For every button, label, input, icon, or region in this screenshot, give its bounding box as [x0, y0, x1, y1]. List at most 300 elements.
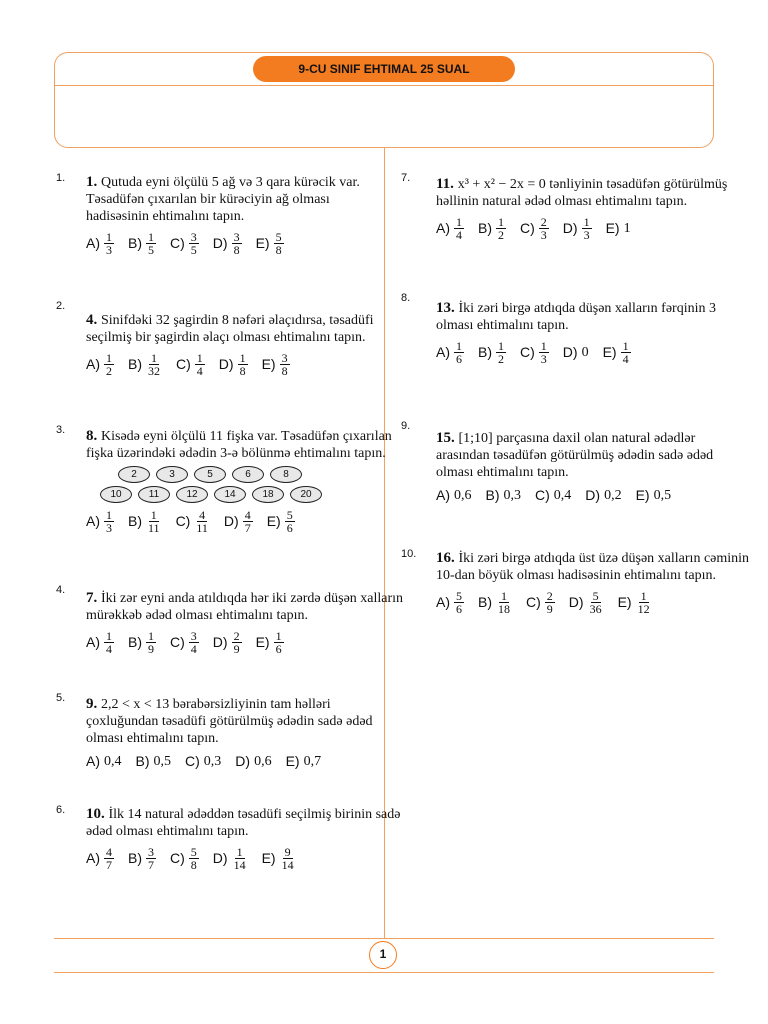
footer-line-bottom [54, 972, 714, 973]
question-text-line [436, 300, 716, 317]
fraction-numerator: 3 [190, 230, 197, 244]
question-text: İki zəri birgə atdıqda üst üzə düşən xalların cəminin [458, 551, 750, 566]
question-text: [1;10] parçasına daxil olan natural ədədlər [458, 431, 696, 446]
answer-option[interactable] [262, 352, 290, 377]
option-label: D) [212, 850, 228, 866]
question-text: mürəkkəb ədəd olması ehtimalını tapın. [86, 608, 308, 623]
option-label: E) [602, 344, 617, 360]
question-text-line [86, 730, 373, 747]
answer-option[interactable] [267, 509, 295, 534]
fraction-denominator: 14 [233, 858, 246, 872]
option-fraction [539, 340, 549, 365]
question [86, 312, 374, 377]
question-text: Qutuda eyni ölçülü 5 ağ və 3 qara kürəcik var. [101, 175, 360, 190]
fraction-numerator: 1 [106, 351, 112, 365]
fraction-numerator: 1 [275, 629, 282, 643]
option-label: E) [617, 594, 632, 610]
question-index: 5. [56, 692, 66, 704]
question-number: 9. [86, 696, 101, 712]
option-label: A) [436, 487, 450, 503]
token-chip: 8 [270, 466, 302, 483]
answer-option[interactable] [136, 753, 172, 770]
answer-option[interactable] [256, 231, 284, 256]
option-fraction [243, 509, 253, 534]
option-fraction [146, 231, 156, 256]
question-text-line [436, 550, 749, 567]
option-fraction [274, 231, 284, 256]
option-fraction [238, 352, 248, 377]
option-value: 0,6 [254, 754, 272, 769]
option-fraction [189, 846, 199, 871]
fraction-numerator: 1 [236, 845, 243, 859]
option-value: 0,7 [303, 754, 322, 769]
fraction-denominator: 36 [589, 602, 602, 616]
fraction-denominator: 8 [275, 243, 282, 257]
option-label: E) [285, 753, 300, 769]
fraction-numerator: 1 [583, 215, 590, 229]
fraction-numerator: 4 [106, 845, 112, 859]
fraction-denominator: 3 [583, 228, 590, 242]
question-text: İlk 14 natural ədəddən təsadüfi seçilmiş birinin sadə [108, 807, 401, 822]
question-text-line [86, 208, 360, 225]
answer-option[interactable] [213, 630, 242, 655]
answer-option[interactable] [286, 753, 322, 770]
option-label: C) [176, 356, 191, 372]
fraction-numerator: 1 [456, 215, 462, 229]
option-fraction [194, 509, 210, 534]
option-label: E) [266, 513, 281, 529]
option-label: C) [535, 487, 550, 503]
question-text-line [436, 193, 727, 210]
question-text: 10-dan böyük olması hadisəsinin ehtimalını tapın. [436, 568, 716, 583]
token-chip: 2 [118, 466, 150, 483]
answer-option[interactable] [436, 487, 472, 504]
question-text: İki zəri birgə atdıqda düşən xalların fərqinin 3 [458, 301, 716, 316]
question-text-line [86, 590, 403, 607]
fraction-numerator: 5 [190, 845, 197, 859]
token-chip: 14 [214, 486, 246, 503]
fraction-numerator: 5 [275, 230, 282, 244]
fraction-numerator: 1 [622, 339, 629, 353]
question-text-line [86, 713, 373, 730]
option-fraction [104, 352, 114, 377]
answer-option[interactable] [585, 487, 621, 504]
fraction-denominator: 12 [637, 602, 650, 616]
question [86, 806, 400, 871]
answer-option[interactable] [86, 231, 114, 256]
fraction-numerator: 1 [540, 339, 547, 353]
answer-option[interactable] [636, 487, 672, 504]
fraction-numerator: 3 [233, 230, 240, 244]
token-chip: 11 [138, 486, 170, 503]
question-number: 8. [86, 428, 101, 444]
option-label: D) [235, 753, 251, 769]
fraction-numerator: 2 [546, 589, 553, 603]
question-index: 4. [56, 584, 66, 596]
answer-option[interactable] [436, 590, 464, 615]
option-fraction [232, 630, 242, 655]
option-value: 0 [581, 345, 589, 360]
option-fraction [104, 630, 114, 655]
option-label: C) [526, 594, 541, 610]
option-label: B) [128, 850, 142, 866]
question-text: Sinifdəki 32 şagirdin 8 nəfəri əlaçıdırsa, təsadüfi [101, 313, 374, 328]
option-label: B) [478, 344, 492, 360]
fraction-denominator: 5 [190, 243, 197, 257]
question-number: 10. [86, 806, 109, 822]
option-fraction [454, 590, 464, 615]
option-label: E) [635, 487, 650, 503]
answer-options [86, 352, 374, 377]
fraction-denominator: 11 [196, 521, 208, 535]
option-label: A) [86, 634, 100, 650]
fraction-numerator: 2 [233, 629, 240, 643]
option-label: B) [128, 513, 142, 529]
fraction-numerator: 1 [106, 629, 112, 643]
option-value: 0,5 [153, 754, 171, 769]
question-text-line [86, 823, 400, 840]
question-text: arasından təsadüfən götürülmüş ədədin sadə ədəd [436, 448, 714, 463]
token-chip: 10 [100, 486, 132, 503]
option-fraction [588, 590, 604, 615]
question-text-line [436, 447, 713, 464]
fraction-numerator: 5 [592, 589, 599, 603]
option-fraction [539, 216, 549, 241]
answer-option[interactable] [86, 753, 122, 770]
option-fraction [454, 216, 464, 241]
option-label: C) [185, 753, 200, 769]
question-index: 6. [56, 804, 66, 816]
question [86, 428, 392, 534]
option-value: 0,4 [104, 754, 122, 769]
question-number: 4. [86, 312, 101, 328]
option-label: D) [562, 344, 578, 360]
answer-option[interactable] [128, 630, 156, 655]
option-label: A) [86, 850, 100, 866]
token-chip: 5 [194, 466, 226, 483]
answer-option[interactable] [86, 846, 114, 871]
question [436, 550, 749, 615]
fraction-numerator: 1 [148, 230, 154, 244]
answer-option[interactable] [520, 216, 549, 241]
token-chip: 6 [232, 466, 264, 483]
question [86, 590, 403, 655]
option-label: E) [605, 220, 620, 236]
fraction-numerator: 1 [106, 508, 112, 522]
answer-option[interactable] [618, 590, 652, 615]
fraction-numerator: 1 [239, 351, 246, 365]
answer-option[interactable] [436, 216, 464, 241]
question-text: Təsadüfən çıxarılan bir kürəciyin ağ olması [86, 192, 330, 207]
option-fraction [454, 340, 464, 365]
fraction-numerator: 9 [284, 845, 291, 859]
option-label: A) [436, 594, 450, 610]
answer-option[interactable] [213, 846, 248, 871]
fraction-numerator: 5 [286, 508, 293, 522]
answer-option[interactable] [86, 509, 114, 534]
question-number: 15. [436, 430, 459, 446]
fraction-denominator: 14 [281, 858, 294, 872]
answer-options [86, 509, 392, 534]
question-text: olması ehtimalını tapın. [436, 318, 569, 333]
fraction-denominator: 2 [498, 352, 504, 366]
answer-option[interactable] [128, 352, 162, 377]
answer-option[interactable] [526, 590, 555, 615]
question-index: 1. [56, 172, 66, 184]
option-label: A) [86, 356, 100, 372]
answer-option[interactable] [563, 216, 592, 241]
option-label: D) [212, 235, 228, 251]
fraction-denominator: 8 [281, 364, 288, 378]
option-label: B) [478, 594, 492, 610]
fraction-denominator: 8 [190, 858, 197, 872]
answer-option[interactable] [170, 846, 199, 871]
question-text: olması ehtimalını tapın. [436, 465, 569, 480]
question-number: 16. [436, 550, 459, 566]
option-fraction [621, 340, 631, 365]
question-text: x³ + x² − 2x = 0 tənliyinin təsadüfən götürülmüş [457, 177, 728, 192]
option-label: D) [562, 220, 578, 236]
option-fraction [189, 231, 199, 256]
answer-option[interactable] [606, 220, 631, 237]
option-label: D) [212, 634, 228, 650]
fraction-numerator: 5 [456, 589, 462, 603]
answer-option[interactable] [478, 216, 506, 241]
question-text: İki zər eyni anda atıldıqda hər iki zərdə düşən xalların [101, 591, 404, 606]
fraction-denominator: 3 [106, 243, 112, 257]
page-number: 1 [369, 941, 397, 969]
option-label: D) [568, 594, 584, 610]
answer-option[interactable] [436, 340, 464, 365]
answer-options [436, 487, 713, 504]
fraction-numerator: 1 [151, 351, 157, 365]
fraction-denominator: 3 [106, 521, 112, 535]
option-value: 0,2 [604, 488, 622, 503]
option-label: C) [170, 850, 185, 866]
question [86, 696, 373, 770]
answer-options [436, 590, 749, 615]
fraction-denominator: 9 [546, 602, 553, 616]
question-text-line [86, 696, 373, 713]
answer-options [86, 231, 360, 256]
answer-option[interactable] [486, 487, 522, 504]
question-index: 7. [401, 172, 411, 184]
option-fraction [189, 630, 199, 655]
answer-option[interactable] [224, 509, 253, 534]
header-separator [55, 85, 713, 86]
question-number: 1. [86, 174, 101, 190]
question-text-line [436, 176, 727, 193]
option-value: 0,6 [454, 488, 472, 503]
question-number: 13. [436, 300, 459, 316]
question-index: 10. [401, 548, 417, 560]
option-label: E) [255, 235, 270, 251]
fraction-denominator: 6 [286, 521, 293, 535]
fraction-numerator: 4 [199, 508, 206, 522]
option-value: 0,4 [553, 488, 572, 503]
question-text: Kisədə eyni ölçülü 11 fişka var. Təsadüfən çıxarılan [101, 429, 392, 444]
option-fraction [545, 590, 555, 615]
question-index: 2. [56, 300, 66, 312]
answer-option[interactable] [535, 487, 571, 504]
option-label: B) [135, 753, 150, 769]
answer-option[interactable] [235, 753, 271, 770]
answer-option[interactable] [520, 340, 549, 365]
fraction-numerator: 3 [148, 845, 154, 859]
answer-option[interactable] [262, 846, 296, 871]
fraction-denominator: 4 [190, 642, 197, 656]
option-label: A) [86, 513, 100, 529]
answer-options [86, 846, 400, 871]
option-label: E) [255, 634, 270, 650]
option-fraction [146, 630, 156, 655]
option-fraction [285, 509, 295, 534]
fraction-denominator: 4 [106, 642, 112, 656]
fraction-denominator: 8 [239, 364, 246, 378]
fraction-denominator: 4 [196, 364, 203, 378]
fraction-numerator: 3 [281, 351, 288, 365]
fraction-denominator: 3 [540, 352, 547, 366]
question-index: 8. [401, 292, 411, 304]
option-label: B) [478, 220, 492, 236]
fraction-numerator: 1 [498, 339, 504, 353]
question-text-line [86, 445, 392, 462]
question-text-line [436, 430, 713, 447]
fraction-numerator: 2 [540, 215, 547, 229]
question-index: 3. [56, 424, 66, 436]
answer-option[interactable] [563, 344, 589, 361]
answer-option[interactable] [86, 352, 114, 377]
question-text: olması ehtimalını tapın. [86, 731, 219, 746]
question [436, 176, 727, 241]
option-fraction [195, 352, 205, 377]
answer-option[interactable] [478, 590, 512, 615]
option-fraction [146, 509, 162, 534]
option-label: B) [485, 487, 500, 503]
option-fraction [104, 846, 114, 871]
option-label: A) [436, 220, 450, 236]
token-chip: 3 [156, 466, 188, 483]
fraction-numerator: 4 [244, 508, 251, 522]
answer-option[interactable] [170, 630, 199, 655]
option-fraction [104, 509, 114, 534]
fraction-numerator: 1 [148, 629, 154, 643]
fraction-denominator: 8 [233, 243, 240, 257]
answer-option[interactable] [176, 352, 205, 377]
option-label: C) [520, 220, 535, 236]
answer-options [436, 216, 727, 241]
option-label: E) [261, 356, 276, 372]
answer-option[interactable] [170, 231, 199, 256]
question-text: seçilmiş bir şagirdin əlaçı olması ehtimalını tapın. [86, 330, 366, 345]
answer-option[interactable] [603, 340, 631, 365]
question-text: ədəd olması ehtimalını tapın. [86, 824, 249, 839]
answer-option[interactable] [128, 509, 162, 534]
option-fraction [582, 216, 592, 241]
fraction-denominator: 6 [456, 602, 462, 616]
fraction-denominator: 5 [148, 243, 154, 257]
token-chip: 20 [290, 486, 322, 503]
question-text-line [436, 464, 713, 481]
answer-option[interactable] [176, 509, 210, 534]
question-text-line [86, 191, 360, 208]
question [436, 300, 716, 365]
answer-options [86, 753, 373, 770]
question-text-line [86, 329, 374, 346]
answer-option[interactable] [185, 753, 221, 770]
question-text-line [86, 607, 403, 624]
option-fraction [146, 846, 156, 871]
answer-options [86, 630, 403, 655]
option-fraction [280, 352, 290, 377]
question [86, 174, 360, 256]
option-label: A) [436, 344, 450, 360]
answer-option[interactable] [86, 630, 114, 655]
answer-option[interactable] [128, 846, 156, 871]
question-number: 7. [86, 590, 101, 606]
question-text-line [86, 312, 374, 329]
option-label: B) [128, 235, 142, 251]
option-fraction [232, 846, 248, 871]
fraction-denominator: 32 [148, 364, 160, 378]
answer-option[interactable] [256, 630, 284, 655]
answer-option[interactable] [478, 340, 506, 365]
question-text-line [86, 174, 360, 191]
fraction-denominator: 7 [244, 521, 251, 535]
option-label: B) [128, 634, 142, 650]
fraction-denominator: 4 [456, 228, 462, 242]
option-value: 0,5 [653, 488, 672, 503]
answer-option[interactable] [213, 231, 242, 256]
question-text: fişka üzərindəki ədədin 3-ə bölünmə ehtimalını tapın. [86, 446, 386, 461]
option-fraction [146, 352, 162, 377]
question-text-line [436, 317, 716, 334]
option-fraction [104, 231, 114, 256]
option-label: B) [128, 356, 142, 372]
fraction-denominator: 6 [275, 642, 282, 656]
option-label: D) [218, 356, 234, 372]
option-label: E) [261, 850, 276, 866]
fraction-numerator: 1 [640, 589, 647, 603]
fraction-denominator: 9 [233, 642, 240, 656]
fraction-denominator: 7 [148, 858, 154, 872]
fraction-numerator: 1 [498, 215, 504, 229]
option-fraction [274, 630, 284, 655]
fraction-denominator: 2 [106, 364, 112, 378]
question-text-line [436, 567, 749, 584]
chip-row [118, 466, 392, 483]
answer-option[interactable] [219, 352, 248, 377]
option-label: C) [170, 235, 185, 251]
option-fraction [636, 590, 652, 615]
option-label: A) [86, 235, 100, 251]
fraction-denominator: 9 [148, 642, 154, 656]
worksheet-title: 9-CU SINIF EHTIMAL 25 SUAL [253, 56, 515, 82]
fraction-denominator: 18 [498, 602, 510, 616]
answer-option[interactable] [569, 590, 604, 615]
fraction-numerator: 1 [501, 589, 507, 603]
option-fraction [496, 216, 506, 241]
fraction-numerator: 1 [106, 230, 112, 244]
fraction-denominator: 4 [622, 352, 629, 366]
option-fraction [496, 340, 506, 365]
option-label: A) [86, 753, 100, 769]
token-chip: 12 [176, 486, 208, 503]
option-label: D) [223, 513, 239, 529]
option-fraction [232, 231, 242, 256]
answer-option[interactable] [128, 231, 156, 256]
question-text-line [86, 428, 392, 445]
